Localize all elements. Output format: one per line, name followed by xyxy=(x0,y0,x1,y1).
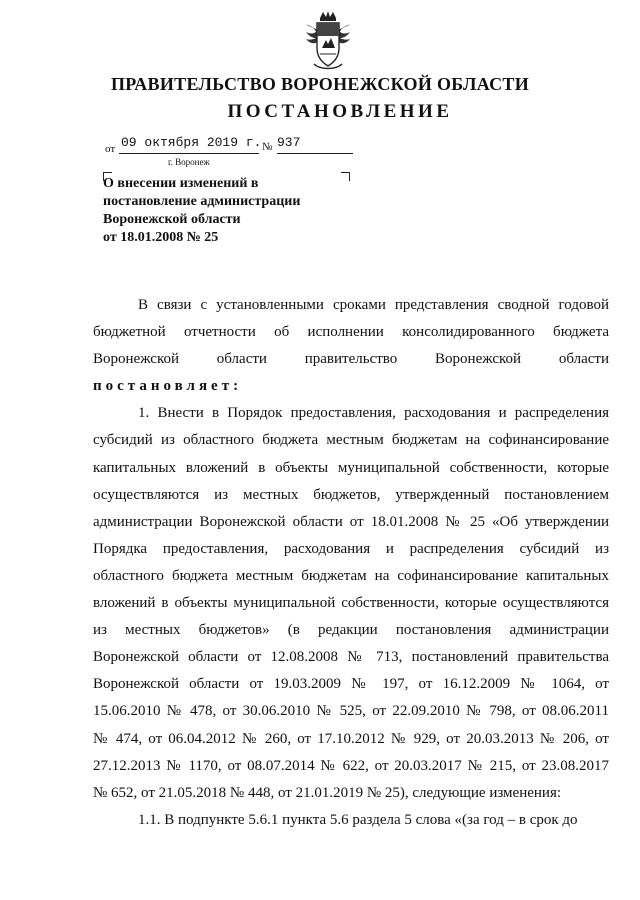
body-line: осуществляются из местных бюджетов, утвержденный постановлением xyxy=(93,486,609,503)
number-prefix: № xyxy=(262,141,273,153)
body-line: 1.1. В подпункте 5.6.1 пункта 5.6 раздела 5 слова «(за год – в срок до xyxy=(138,811,578,828)
subject-line: О внесении изменений в xyxy=(103,176,259,191)
body-line: Воронежской области правительство Воронежской области xyxy=(93,351,609,368)
body-line: Воронежской области от 12.08.2008 № 713, постановлений правительства xyxy=(93,649,609,666)
body-line: администрации Воронежской области от 18.01.2008 № 25 «Об утверждении xyxy=(93,513,609,530)
body-line: 15.06.2010 № 478, от 30.06.2010 № 525, от 22.09.2010 № 798, от 08.06.2011 xyxy=(93,703,609,720)
date-underline xyxy=(119,153,259,154)
subject-line: постановление администрации xyxy=(103,194,301,209)
body-line: субсидий из областного бюджета местным бюджетам на софинансирование xyxy=(93,432,609,449)
date-prefix: от xyxy=(105,143,116,155)
date-number-row xyxy=(105,135,355,157)
body-line: № 474, от 06.04.2012 № 260, от 17.10.2012 № 929, от 20.03.2013 № 206, от xyxy=(93,730,609,747)
resolution-word: постановляет: xyxy=(93,378,243,395)
document-body xyxy=(93,292,609,834)
document-number: 937 xyxy=(277,135,301,150)
body-line: Воронежской области от 19.03.2009 № 197, от 16.12.2009 № 1064, от xyxy=(93,676,609,693)
body-line: бюджетной отчетности об исполнении консолидированного бюджета xyxy=(93,324,609,341)
body-line: 1. Внести в Порядок предоставления, расходования и распределения xyxy=(138,405,609,422)
body-line: из местных бюджетов» (в редакции постановления администрации xyxy=(93,622,609,639)
body-line: капитальных вложений в объекты муниципальной собственности, которые xyxy=(93,459,609,476)
body-line: вложений в объекты муниципальной собственности, которые осуществляются xyxy=(93,595,609,612)
body-line: 27.12.2013 № 1170, от 08.07.2014 № 622, от 20.03.2017 № 215, от 23.08.2017 xyxy=(93,757,609,774)
subject-line: от 18.01.2008 № 25 xyxy=(103,230,219,245)
government-title: ПРАВИТЕЛЬСТВО ВОРОНЕЖСКОЙ ОБЛАСТИ xyxy=(110,74,530,94)
body-line: Порядка предоставления, расходования и распределения субсидий из xyxy=(93,540,609,557)
body-line: областного бюджета местным бюджетам на софинансирование капитальных xyxy=(93,567,609,584)
number-underline xyxy=(277,153,353,154)
body-line: № 652, от 21.05.2018 № 448, от 21.01.2019 № 25), следующие изменения: xyxy=(93,784,562,801)
city-label: г. Воронеж xyxy=(168,157,210,167)
subject-line: Воронежской области xyxy=(103,212,241,227)
document-date: 09 октября 2019 г. xyxy=(121,135,262,150)
document-type: ПОСТАНОВЛЕНИЕ xyxy=(227,101,453,122)
body-line: В связи с установленными сроками представления сводной годовой xyxy=(138,297,609,313)
document-subject xyxy=(103,175,353,247)
coat-of-arms-icon xyxy=(300,10,356,72)
